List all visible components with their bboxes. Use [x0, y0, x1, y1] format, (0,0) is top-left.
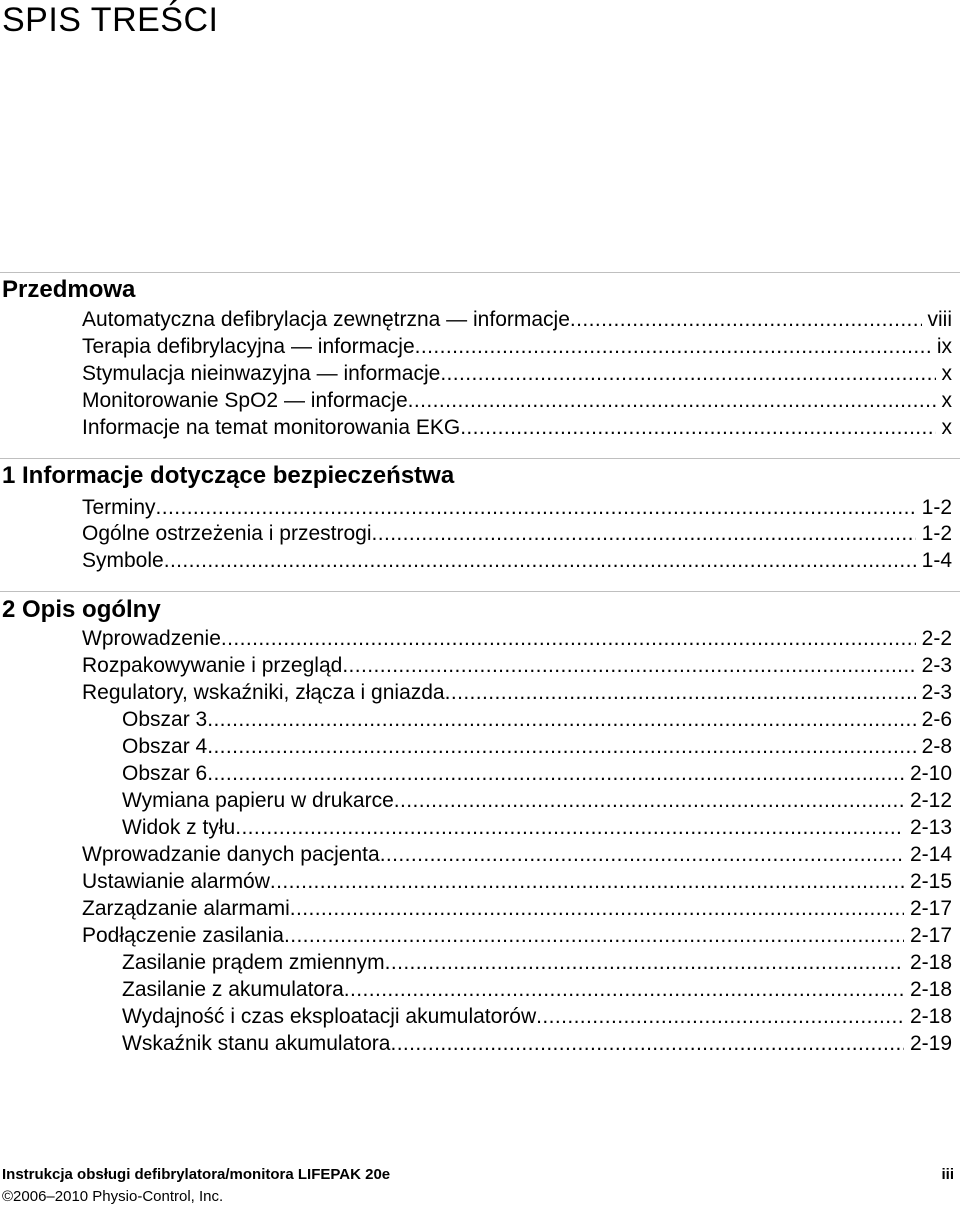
toc-entry[interactable]: [0, 388, 952, 414]
toc-entry-label: Obszar 4: [122, 735, 208, 758]
toc-entry-label: Wskaźnik stanu akumulatora: [122, 1032, 391, 1055]
dot-leader: [390, 1031, 904, 1057]
toc-entry-label: Ogólne ostrzeżenia i przestrogi: [82, 522, 372, 545]
toc-entry-page: 2-3: [921, 681, 952, 704]
toc-entry[interactable]: [0, 896, 952, 922]
toc-entry[interactable]: [0, 869, 952, 895]
toc-entry-page: 2-12: [909, 789, 952, 812]
dot-leader: [445, 680, 916, 706]
toc-entry-page: 2-17: [909, 897, 952, 920]
toc-entry[interactable]: [0, 521, 952, 547]
toc-entry[interactable]: [0, 334, 952, 360]
toc-entry-label: Symbole: [82, 549, 164, 572]
toc-entry[interactable]: [0, 626, 952, 652]
toc-entry[interactable]: [0, 307, 952, 333]
toc-entry-label: Wprowadzenie: [82, 627, 221, 650]
toc-entry-page: 2-2: [921, 627, 952, 650]
toc-entry-page: 1-2: [921, 496, 952, 519]
toc-entry[interactable]: [0, 950, 952, 976]
toc-entry-page: 2-18: [909, 978, 952, 1001]
toc-entry-page: 2-19: [909, 1032, 952, 1055]
dot-leader: [207, 761, 904, 787]
dot-leader: [207, 734, 915, 760]
toc-entry-label: Informacje na temat monitorowania EKG: [82, 416, 461, 439]
toc-entry[interactable]: [0, 842, 952, 868]
dot-leader: [270, 869, 904, 895]
section-title[interactable]: Przedmowa: [2, 276, 136, 303]
dot-leader: [207, 707, 915, 733]
toc-entry-label: Terminy: [82, 496, 156, 519]
section-title[interactable]: 2 Opis ogólny: [2, 596, 161, 623]
toc-entry-label: Widok z tyłu: [122, 816, 236, 839]
dot-leader: [380, 842, 904, 868]
dot-leader: [371, 521, 915, 547]
footer-copyright: ©2006–2010 Physio-Control, Inc.: [2, 1188, 224, 1205]
toc-entry[interactable]: [0, 707, 952, 733]
toc-entry-page: x: [941, 362, 952, 385]
toc-entry-page: x: [941, 416, 952, 439]
dot-leader: [460, 415, 935, 441]
dot-leader: [415, 334, 931, 360]
toc-entry-label: Podłączenie zasilania: [82, 924, 284, 947]
toc-entry-page: 2-17: [909, 924, 952, 947]
toc-entry-page: viii: [927, 308, 952, 331]
toc-entry-page: ix: [936, 335, 952, 358]
toc-entry[interactable]: [0, 680, 952, 706]
toc-entry-page: 2-18: [909, 951, 952, 974]
toc-entry-label: Stymulacja nieinwazyjna — informacje: [82, 362, 441, 385]
toc-entry-page: 1-2: [921, 522, 952, 545]
dot-leader: [164, 548, 916, 574]
toc-entry-label: Wydajność i czas eksploatacji akumulatorów: [122, 1005, 537, 1028]
dot-leader: [385, 950, 904, 976]
toc-entry-label: Wymiana papieru w drukarce: [122, 789, 394, 812]
toc-entry-label: Wprowadzanie danych pacjenta: [82, 843, 380, 866]
dot-leader: [156, 495, 916, 521]
toc-entry-label: Rozpakowywanie i przegląd: [82, 654, 343, 677]
section-title[interactable]: 1 Informacje dotyczące bezpieczeństwa: [2, 462, 455, 489]
toc-entry-label: Monitorowanie SpO2 — informacje: [82, 389, 408, 412]
toc-entry-label: Obszar 6: [122, 762, 208, 785]
toc-entry[interactable]: [0, 548, 952, 574]
toc-entry[interactable]: [0, 1004, 952, 1030]
toc-entry[interactable]: [0, 788, 952, 814]
section-divider: [0, 272, 960, 273]
toc-entry-page: 2-10: [909, 762, 952, 785]
toc-entry-page: x: [941, 389, 952, 412]
toc-entry-page: 1-4: [921, 549, 952, 572]
dot-leader: [440, 361, 935, 387]
dot-leader: [536, 1004, 904, 1030]
toc-entry-label: Obszar 3: [122, 708, 208, 731]
toc-entry[interactable]: [0, 923, 952, 949]
dot-leader: [284, 923, 904, 949]
page-title: SPIS TREŚCI: [2, 1, 219, 39]
toc-entry[interactable]: [0, 361, 952, 387]
toc-entry[interactable]: [0, 815, 952, 841]
toc-entry[interactable]: [0, 734, 952, 760]
toc-entry-label: Regulatory, wskaźniki, złącza i gniazda: [82, 681, 445, 704]
toc-entry-label: Zasilanie z akumulatora: [122, 978, 344, 1001]
dot-leader: [342, 653, 915, 679]
toc-entry-page: 2-6: [921, 708, 952, 731]
toc-entry-page: 2-18: [909, 1005, 952, 1028]
footer-page-number: iii: [941, 1166, 954, 1183]
dot-leader: [290, 896, 904, 922]
toc-entry[interactable]: [0, 977, 952, 1003]
dot-leader: [408, 388, 936, 414]
footer-title: Instrukcja obsługi defibrylatora/monitora LIFEPAK 20e: [2, 1166, 391, 1183]
section-divider: [0, 591, 960, 592]
toc-entry-label: Automatyczna defibrylacja zewnętrzna — informacje: [82, 308, 570, 331]
toc-entry-page: 2-15: [909, 870, 952, 893]
dot-leader: [235, 815, 904, 841]
toc-entry-label: Zasilanie prądem zmiennym: [122, 951, 385, 974]
section-divider: [0, 458, 960, 459]
toc-entry-label: Ustawianie alarmów: [82, 870, 270, 893]
toc-entry-label: Terapia defibrylacyjna — informacje: [82, 335, 415, 358]
toc-entry[interactable]: [0, 415, 952, 441]
toc-entry[interactable]: [0, 1031, 952, 1057]
toc-entry-page: 2-8: [921, 735, 952, 758]
toc-entry-label: Zarządzanie alarmami: [82, 897, 290, 920]
dot-leader: [221, 626, 916, 652]
toc-entry[interactable]: [0, 495, 952, 521]
toc-entry[interactable]: [0, 761, 952, 787]
toc-entry-page: 2-14: [909, 843, 952, 866]
dot-leader: [394, 788, 904, 814]
dot-leader: [570, 307, 922, 333]
dot-leader: [344, 977, 904, 1003]
toc-entry-page: 2-3: [921, 654, 952, 677]
toc-entry[interactable]: [0, 653, 952, 679]
toc-entry-page: 2-13: [909, 816, 952, 839]
